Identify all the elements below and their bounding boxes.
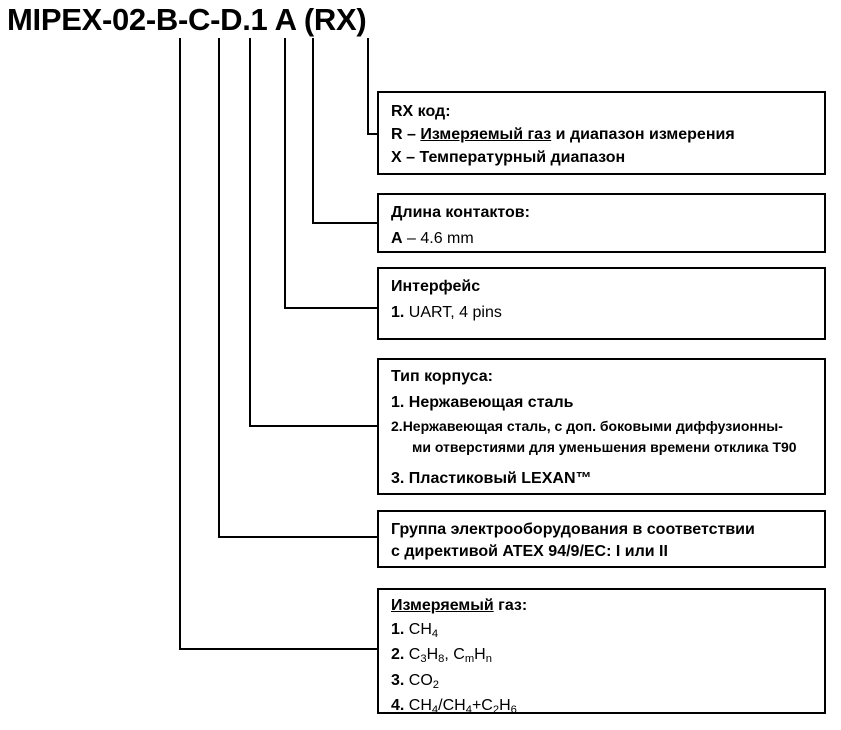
- box-interface: [377, 267, 826, 340]
- measured-gas-item-4: 4. CH4/CH4+C2H6: [391, 697, 517, 717]
- interface-heading: Интерфейс: [391, 278, 481, 295]
- box-rx-code: [377, 91, 826, 175]
- housing-type-item-3: 3. Пластиковый LEXAN™: [391, 470, 592, 487]
- housing-type-item-2-line-2: ми отверстиями для уменьшения времени отклика Т90: [412, 439, 797, 455]
- product-code-title: MIPEX-02-B-C-D.1 A (RX): [7, 2, 367, 37]
- measured-gas-item-1: 1. CH4: [391, 620, 439, 640]
- housing-type-item-1: 1. Нержавеющая сталь: [391, 394, 574, 411]
- connector-c-to-equipment-group: [219, 38, 378, 537]
- connector-1-to-interface: [285, 38, 378, 308]
- equipment-group-line-1: Группа электрооборудования в соответствии: [391, 521, 755, 538]
- housing-type-heading: Тип корпуса:: [391, 368, 493, 385]
- housing-type-item-2-line-1: 2.Нержавеющая сталь, с доп. боковыми диффузионны-: [391, 418, 783, 434]
- measured-gas-item-3: 3. CO2: [391, 671, 440, 691]
- interface-option-1: 1. UART, 4 pins: [391, 304, 502, 321]
- box-contact-length: [377, 193, 826, 253]
- contact-length-option-a: A – 4.6 mm: [391, 230, 474, 247]
- connector-b-to-measured-gas: [180, 38, 378, 649]
- equipment-group-line-2: с директивой ATEX 94/9/EC: I или II: [391, 543, 668, 560]
- measured-gas-heading: Измеряемый газ:: [391, 597, 528, 614]
- box-housing-type: [377, 358, 826, 495]
- contact-length-heading: Длина контактов:: [391, 204, 530, 221]
- rx-code-heading: RX код:: [391, 103, 451, 120]
- rx-code-option-r: R – Измеряемый газ и диапазон измерения: [391, 126, 735, 143]
- rx-code-option-x: X – Температурный диапазон: [391, 149, 626, 166]
- measured-gas-item-2: 2. C3H8, CmHn: [391, 646, 492, 666]
- box-measured-gas: [377, 588, 826, 717]
- box-equipment-group: [377, 510, 826, 568]
